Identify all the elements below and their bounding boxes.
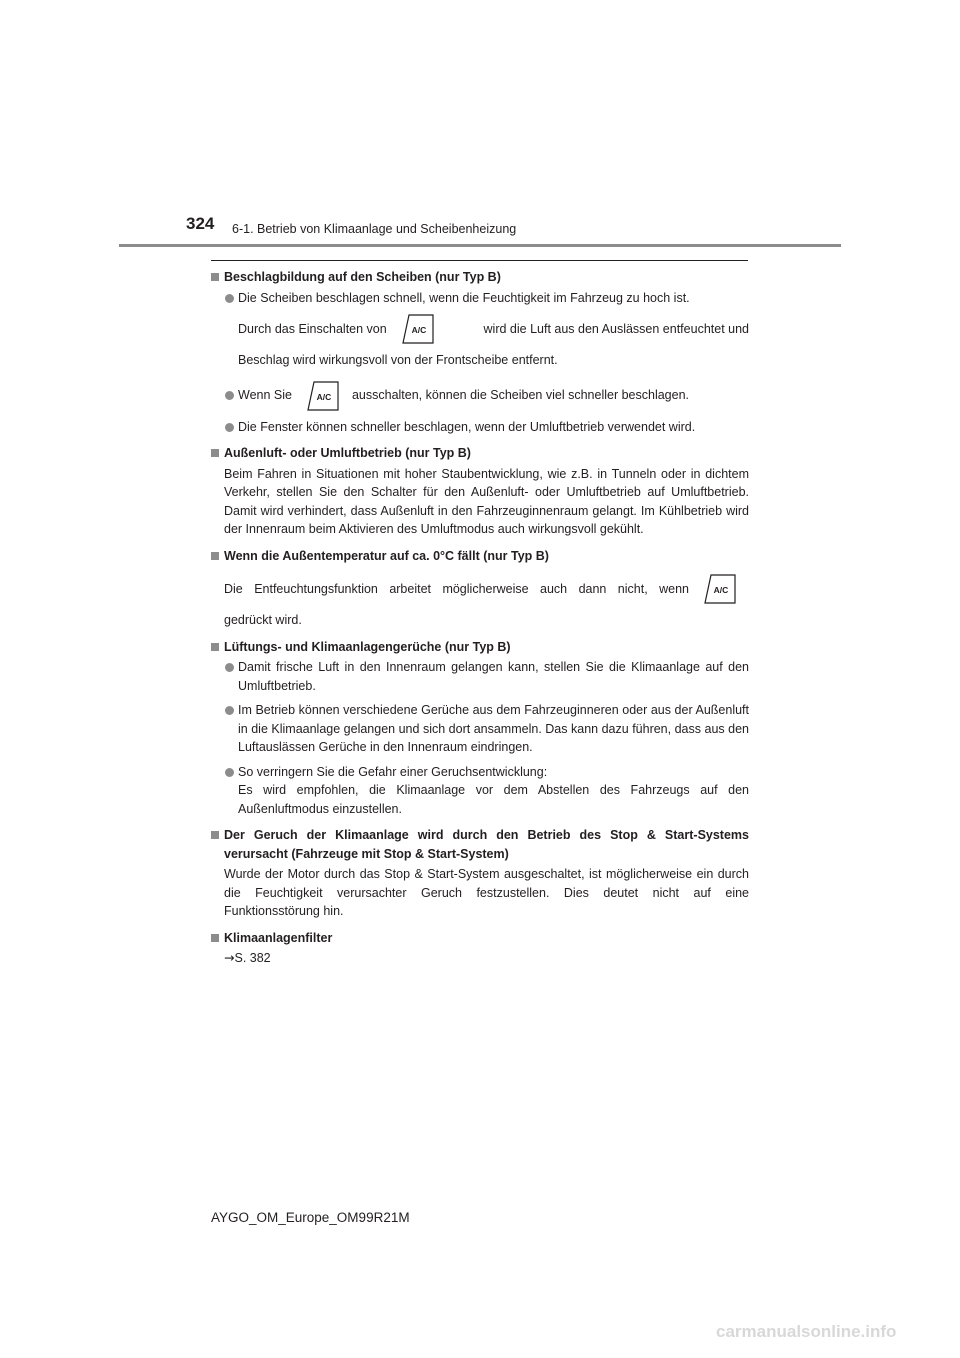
section-filter (211, 929, 749, 968)
svg-text:A/C: A/C (316, 391, 332, 402)
bullet-item (211, 380, 749, 412)
section-text: Die Entfeuchtungsfunktion arbeitet möglicherweise auch dann nicht, wenn A/C gedrückt wird. (211, 573, 749, 630)
section-title: Wenn die Außentemperatur auf ca. 0°C fällt (nur Typ B) (211, 547, 749, 566)
page-content (211, 268, 749, 976)
section-title: Außenluft- oder Umluftbetrieb (nur Typ B) (211, 444, 749, 463)
square-bullet-icon (211, 643, 219, 651)
bullet-item: Die Fenster können schneller beschlagen, wenn der Umluftbetrieb verwendet wird. (211, 418, 749, 437)
bullet-item: Die Scheiben beschlagen schnell, wenn die Feuchtigkeit im Fahrzeug zu hoch ist. Durch das Einschalten von A/C wird die Luft aus den Auslässen entfeuchtet und Beschlag wird wirkungsvoll von der Frontscheibe entfernt. (211, 289, 749, 370)
button-line: Durch das Einschalten von A/C wird die Luft aus den Auslässen entfeuchtet und (238, 313, 749, 345)
round-bullet-icon (225, 294, 234, 303)
section-odors (211, 638, 749, 819)
round-bullet-icon (225, 391, 234, 400)
round-bullet-icon (225, 706, 234, 715)
ac-button-icon (304, 380, 340, 412)
round-bullet-icon (225, 423, 234, 432)
bullet-text: Die Scheiben beschlagen schnell, wenn die Feuchtigkeit im Fahrzeug zu hoch ist. (238, 290, 690, 305)
page-reference[interactable] (211, 949, 749, 968)
bullet-item: Im Betrieb können verschiedene Gerüche aus dem Fahrzeuginneren oder aus der Außenluft in die Klimaanlage gelangen und sich dort ansammeln. Das kann dazu führen, dass aus den Luftauslässen Gerüche in den Innenraum eindringen. (211, 701, 749, 757)
square-bullet-icon (211, 273, 219, 281)
bullet-item: Damit frische Luft in den Innenraum gelangen kann, stellen Sie die Klimaanlage auf den Umluftbetrieb. (211, 658, 749, 695)
section-text: Wurde der Motor durch das Stop & Start-System ausgeschaltet, ist möglicherweise ein durch die Feuchtigkeit verursachter Geruch festzustellen. Dies deutet nicht auf eine Funktionsstörung hin. (224, 867, 749, 918)
content-rule (211, 260, 748, 261)
round-bullet-icon (225, 663, 234, 672)
header-rule (119, 244, 841, 247)
watermark: carmanualsonline.info (716, 1322, 897, 1341)
square-bullet-icon (211, 449, 219, 457)
section-title: Der Geruch der Klimaanlage wird durch den Betrieb des Stop & Start-Systems verursacht (Fahrzeuge mit Stop & Start-System) (211, 826, 749, 863)
chapter-title: 6-1. Betrieb von Klimaanlage und Scheibenheizung (232, 222, 517, 236)
page-reference-link[interactable]: S. 382 (234, 951, 271, 965)
section-fogging (211, 268, 749, 436)
section-stop-start (211, 826, 749, 921)
section-title: Beschlagbildung auf den Scheiben (nur Typ B) (211, 268, 749, 287)
ac-button-icon (701, 573, 737, 605)
section-title: Klimaanlagenfilter (211, 929, 749, 948)
round-bullet-icon (225, 768, 234, 777)
ac-button-icon (399, 313, 435, 345)
section-low-temperature (211, 547, 749, 630)
section-text: Beim Fahren in Situationen mit hoher Staubentwicklung, wie z.B. in Tunneln oder in dichtem Verkehr, stellen Sie den Schalter für den Außenluft- oder Umluftbetrieb auf Umluftbetrieb. Damit wird verhindert, dass Außenluft in den Fahrzeuginnenraum gelangt. Im Kühlbetrieb wird der Innenraum beim Aktivieren des Umluftmodus auch wirkungsvoll gekühlt. (224, 466, 749, 536)
svg-text:A/C: A/C (411, 325, 427, 335)
section-recirculation (211, 444, 749, 539)
svg-text:A/C: A/C (713, 585, 729, 595)
document-id: AYGO_OM_Europe_OM99R21M (211, 1210, 410, 1225)
square-bullet-icon (211, 831, 219, 839)
button-line: Wenn Sie A/C ausschalten, können die Scheiben viel schneller beschlagen. (238, 380, 749, 412)
page-number: 324 (186, 214, 215, 233)
arrow-right-icon: → (224, 950, 235, 965)
bullet-item: So verringern Sie die Gefahr einer Geruchsentwicklung: Es wird empfohlen, die Klimaanlage vor dem Abstellen des Fahrzeugs auf den Außenluftmodus einzustellen. (211, 763, 749, 819)
section-title: Lüftungs- und Klimaanlagengerüche (nur Typ B) (211, 638, 749, 657)
square-bullet-icon (211, 552, 219, 560)
square-bullet-icon (211, 934, 219, 942)
